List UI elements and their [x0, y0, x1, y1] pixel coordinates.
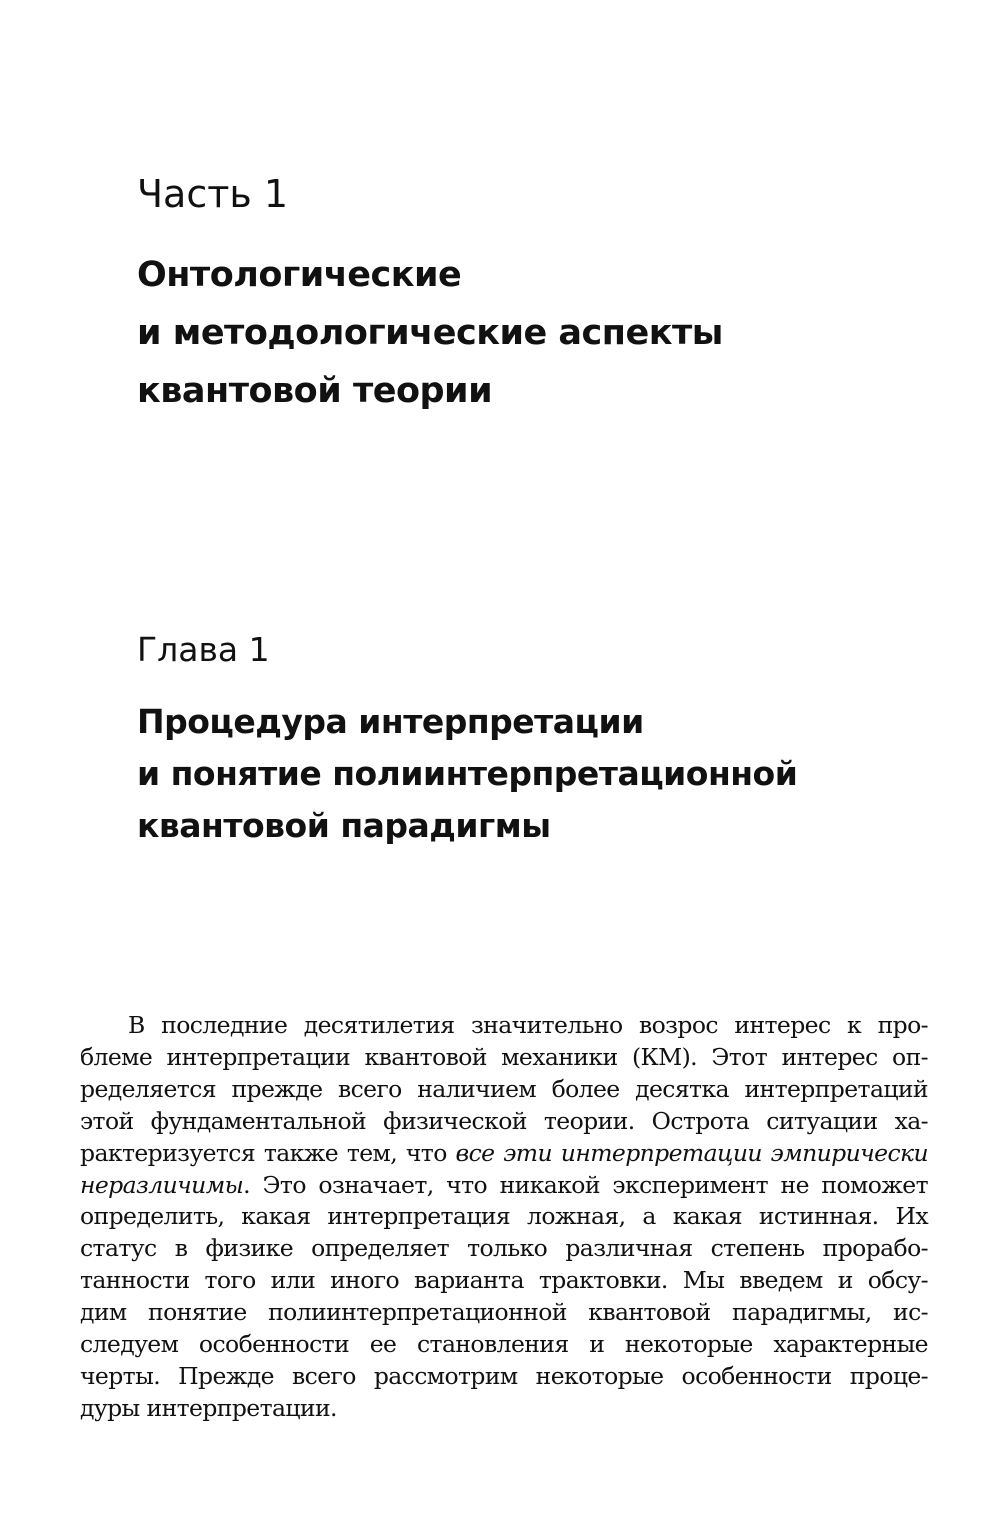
chapter-title-line: Процедура интерпретации [137, 702, 644, 741]
body-line: статус в физике определяет только различная степень прорабо- [80, 1234, 928, 1263]
part-title-line: квантовой теории [137, 371, 493, 411]
part-title-line: Онтологические [137, 255, 462, 295]
body-line [80, 1138, 928, 1170]
chapter-title-line: квантовой парадигмы [137, 806, 551, 845]
part-title [137, 246, 723, 420]
body-line: ределяется прежде всего наличием более десятка интерпретаций [80, 1074, 928, 1103]
body-line: дуры интерпретации. [80, 1393, 337, 1422]
body-line: определить, какая интерпретация ложная, а какая истинная. Их [80, 1202, 928, 1231]
body-text-run: . Это означает, что никакой эксперимент не поможет [243, 1170, 928, 1199]
chapter-label: Глава 1 [137, 630, 270, 669]
body-line: дим понятие полиинтерпретационной квантовой парадигмы, ис- [80, 1298, 928, 1327]
chapter-title-line: и понятие полиинтерпретационной [137, 754, 798, 793]
part-label: Часть 1 [137, 172, 289, 216]
body-line: В последние десятилетия значительно возрос интерес к про- [128, 1011, 928, 1039]
body-text-run: рактеризуется также тем, что [80, 1138, 456, 1167]
body-line [80, 1170, 928, 1202]
part-title-line: и методологические аспекты [137, 313, 723, 353]
body-line: блеме интерпретации квантовой механики (КМ). Этот интерес оп- [80, 1042, 928, 1071]
body-line: черты. Прежде всего рассмотрим некоторые особенности проце- [80, 1361, 928, 1390]
emphasis-text: все эти интерпретации эмпирически [455, 1138, 928, 1167]
body-line: следуем особенности ее становления и некоторые характерные [80, 1330, 928, 1359]
body-paragraph [80, 1010, 928, 1425]
emphasis-text: неразличимы [80, 1170, 244, 1199]
body-line: этой фундаментальной физической теории. Острота ситуации ха- [80, 1106, 928, 1135]
body-line: танности того или иного варианта трактовки. Мы введем и обсу- [80, 1266, 928, 1295]
chapter-title [137, 696, 797, 852]
